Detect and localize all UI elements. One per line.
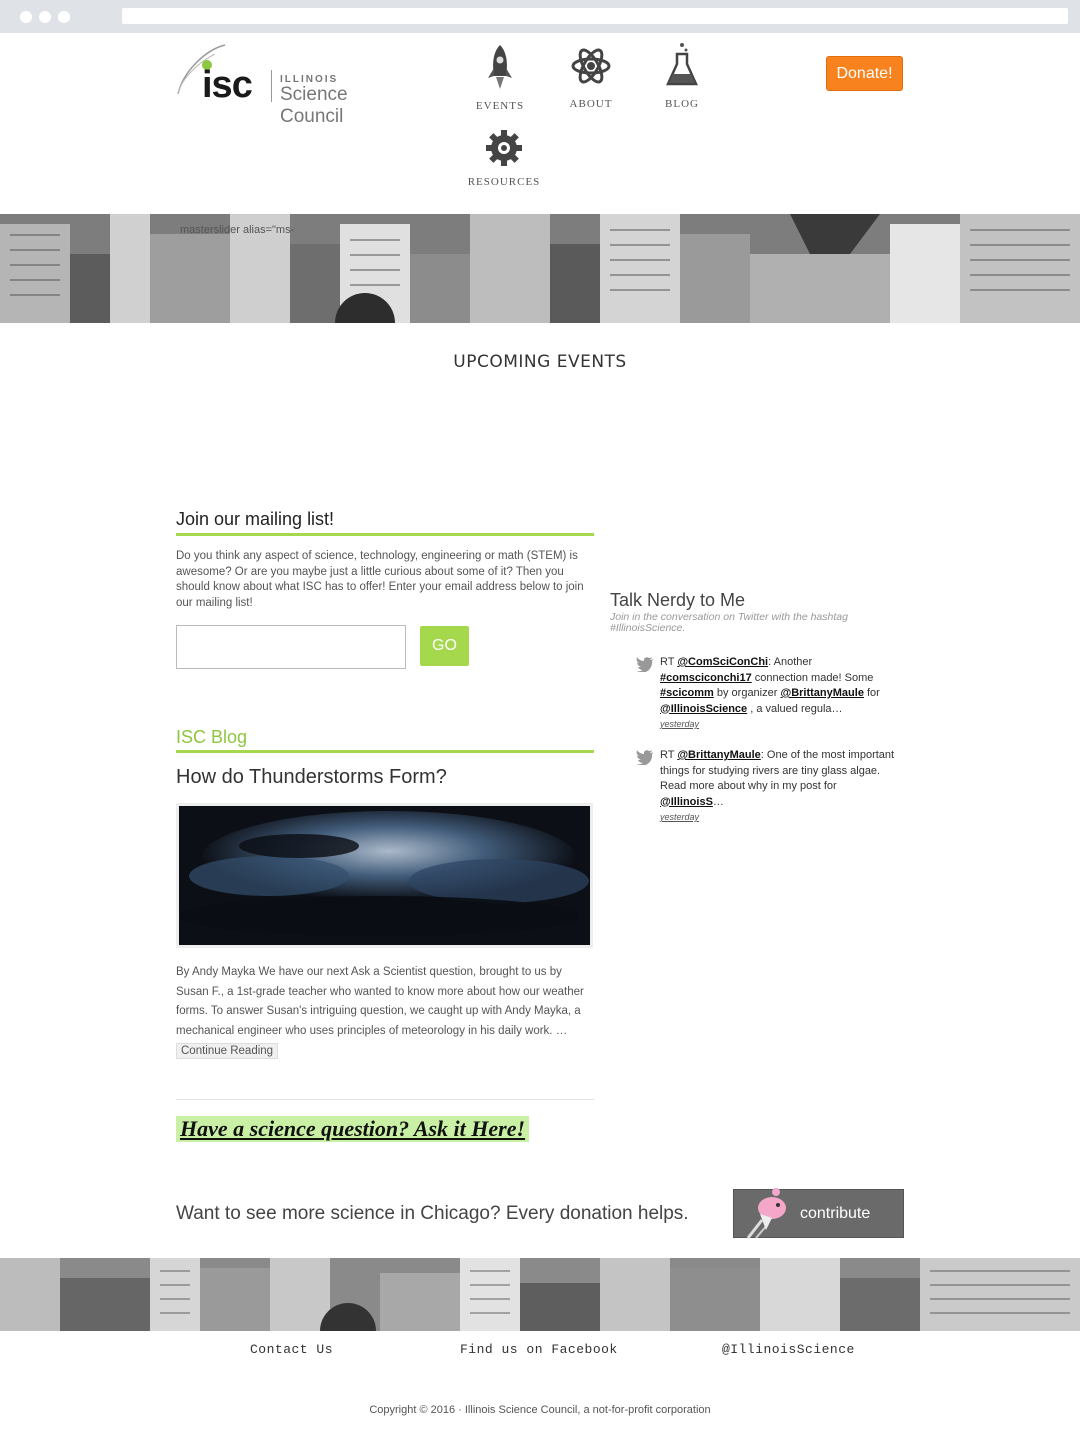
piggy-rocket-icon [742,1186,792,1240]
city-skyline-image [0,214,1080,323]
footer-contact-link[interactable]: Contact Us [250,1342,334,1357]
tweet-text-fragment: for [863,687,880,699]
contribute-label: contribute [800,1205,871,1222]
city-skyline-image [0,1258,1080,1331]
gear-icon [486,130,522,166]
tweet-text [660,655,896,717]
post-title[interactable]: How do Thunderstorms Form? [176,766,447,788]
go-button[interactable]: GO [420,626,469,666]
nav-about[interactable] [541,44,641,110]
browser-toolbar [0,0,1080,33]
tweet-text-fragment: RT [660,749,678,761]
flask-icon [665,42,699,88]
nav-blog-label: BLOG [665,98,699,110]
tweet-mention-link[interactable]: #comsciconchi17 [660,671,752,684]
email-input[interactable] [176,625,406,669]
tweet-mention-link[interactable]: @BrittanyMaule [677,749,761,761]
tweet-text-fragment: connection made! Some [751,671,874,684]
donation-message: Want to see more science in Chicago? Every donation helps. [176,1203,689,1224]
tweet-text-fragment: , a valued regula… [747,702,843,715]
tweet-mention-link[interactable]: #scicomm [660,687,714,699]
post-thumbnail[interactable] [176,803,593,948]
logo-brand: isc [202,64,252,106]
tweet-mention-link[interactable]: @BrittanyMaule [780,687,864,699]
nav-about-label: ABOUT [569,98,613,110]
copyright-text: Copyright © 2016 · Illinois Science Council, a not-for-profit corporation [369,1404,711,1416]
address-bar[interactable] [122,8,1068,24]
tweet-text-fragment: by organizer [713,687,781,699]
contribute-button[interactable] [733,1189,904,1238]
nav-events[interactable] [450,44,550,112]
logo-line2: Science Council [280,84,348,127]
footer-twitter-link[interactable]: @IllinoisScience [722,1342,855,1357]
storm-clouds-image [179,806,590,945]
nav-events-label: EVENTS [475,100,525,112]
blog-divider [176,750,594,753]
footer-facebook-link[interactable]: Find us on Facebook [460,1342,618,1357]
mailing-divider [176,533,594,536]
tweet-time[interactable]: yesterday [660,719,700,729]
donate-button[interactable]: Donate! [826,56,903,91]
window-dot-icon [39,11,51,23]
site-logo[interactable] [175,42,415,127]
hero-banner-image [0,214,1080,323]
logo-line1: ILLINOIS [280,74,339,85]
window-dot-icon [20,11,32,23]
slider-placeholder-text: masterslider alias="ms- [180,224,295,236]
ask-question-link[interactable]: Have a science question? Ask it Here! [176,1116,529,1142]
blog-section-title: ISC Blog [176,727,248,747]
logo-divider [271,70,272,102]
twitter-bird-icon [636,657,654,672]
tweet-text-fragment: … [712,795,724,808]
nav-blog[interactable] [632,42,732,110]
nav-resources[interactable] [454,130,554,188]
continue-reading-button[interactable]: Continue Reading [176,1043,278,1059]
mailing-description: Do you think any aspect of science, technology, engineering or math (STEM) is awesome? Or are you maybe just a little curious about some of it? Then you should know about what ISC has to offer! Enter your email address below to join our mailing list! [176,550,584,609]
twitter-widget-subtitle: Join in the conversation on Twitter with the hashtag #IllinoisScience. [610,611,848,634]
tweet-mention-link[interactable]: @IllinoisS [660,795,713,808]
window-dot-icon [58,11,70,23]
tweet-text-fragment: : One of the most important things for studying rivers are tiny glass algae. Read more about why in my post for [660,749,895,792]
tweet-mention-link[interactable]: @IllinoisScience [660,702,748,715]
upcoming-events-title: UPCOMING EVENTS [453,352,627,372]
tweet-text-fragment: RT [660,656,678,668]
twitter-bird-icon [636,750,654,765]
tweet-time[interactable]: yesterday [660,812,700,822]
tweet-text-fragment: : Another [768,656,813,668]
post-excerpt: By Andy Mayka We have our next Ask a Scientist question, brought to us by Susan F., a 1st-grade teacher who wanted to know more about how our weather forms. To answer Susan's intriguing question, we caught up with Andy Mayka, a mechanical engineer who uses principles of meteorology in his daily work. … [176,966,584,1037]
tweet-text [660,748,896,810]
rocket-icon [485,44,515,90]
mailing-list-title: Join our mailing list! [176,509,335,529]
blog-end-divider [176,1099,594,1100]
footer-banner-image [0,1258,1080,1331]
twitter-widget-title: Talk Nerdy to Me [610,590,746,610]
atom-icon [571,44,611,88]
tweet-mention-link[interactable]: @ComSciConChi [677,656,769,668]
nav-resources-label: RESOURCES [467,176,541,188]
